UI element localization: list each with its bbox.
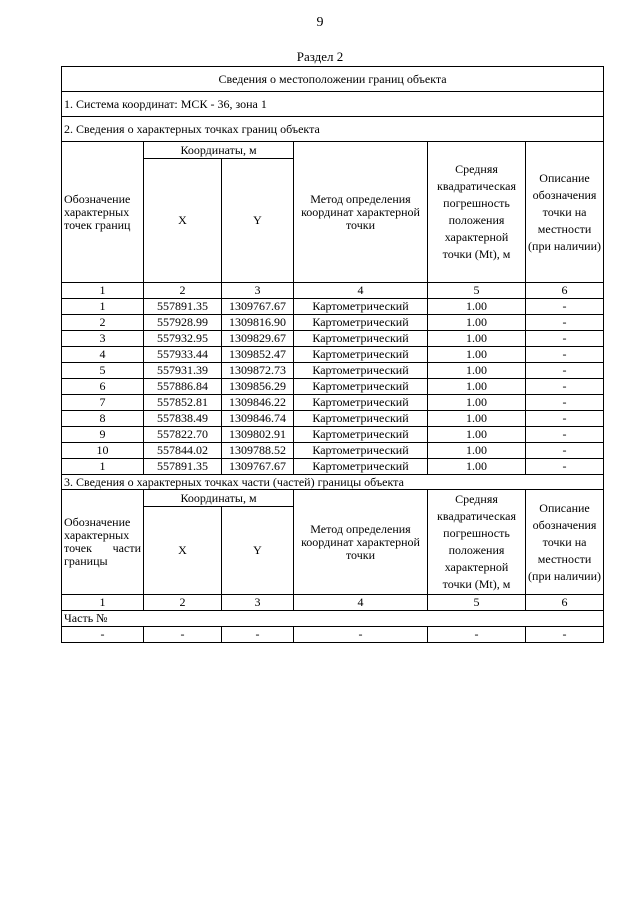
table-cell: 1.00	[428, 459, 526, 475]
table-cell: 557891.35	[144, 299, 222, 315]
table-cell: 557822.70	[144, 427, 222, 443]
table-cell: 1.00	[428, 443, 526, 459]
header3-coords: Координаты, м	[144, 490, 294, 507]
table-cell: -	[526, 363, 604, 379]
table-cell: 557838.49	[144, 411, 222, 427]
table-cell: 1.00	[428, 315, 526, 331]
header-point-label: Обозначение характерных точек границ	[62, 142, 144, 283]
table-row	[62, 363, 604, 379]
table-cell: 1309767.67	[222, 299, 294, 315]
table-cell: Картометрический	[294, 443, 428, 459]
table-cell: Картометрический	[294, 379, 428, 395]
table-cell: 1.00	[428, 427, 526, 443]
table-row	[62, 315, 604, 331]
section3-title: 3. Сведения о характерных точках части (частей) границы объекта	[62, 475, 604, 490]
table-cell: 1	[62, 459, 144, 475]
table-row	[62, 379, 604, 395]
table-cell: -	[526, 459, 604, 475]
col-number: 6	[526, 283, 604, 299]
table-row	[62, 443, 604, 459]
header3-x: X	[144, 507, 222, 595]
header3-method: Метод определения координат характерной точки	[294, 490, 428, 595]
table-cell: 6	[62, 379, 144, 395]
col-number: 6	[526, 595, 604, 611]
table-row	[62, 331, 604, 347]
table-cell: 557932.95	[144, 331, 222, 347]
table-cell: 1309846.74	[222, 411, 294, 427]
header3-line: характерных	[64, 528, 130, 542]
col-number: 2	[144, 595, 222, 611]
header3-line: границы	[64, 554, 108, 568]
table-cell: 557928.99	[144, 315, 222, 331]
part-cell: -	[62, 627, 144, 643]
table-cell: 1.00	[428, 299, 526, 315]
table-cell: 5	[62, 363, 144, 379]
table-cell: 4	[62, 347, 144, 363]
table-cell: 1309852.47	[222, 347, 294, 363]
table-cell: Картометрический	[294, 363, 428, 379]
header3-line: Обозначение	[64, 515, 131, 529]
table-cell: 1309846.22	[222, 395, 294, 411]
col-number: 5	[428, 595, 526, 611]
table-cell: -	[526, 411, 604, 427]
table-title: Сведения о местоположении границ объекта	[62, 67, 604, 92]
section-title: Раздел 2	[296, 49, 344, 64]
part-cell: -	[526, 627, 604, 643]
part-label: Часть №	[62, 611, 604, 627]
header-method: Метод определения координат характерной точки	[294, 142, 428, 283]
header3-error: Средняя квадратическая погрешность положения характерной точки (Mt), м	[428, 490, 526, 595]
boundary-table	[61, 66, 604, 643]
header-x: X	[144, 159, 222, 283]
table-cell: Картометрический	[294, 347, 428, 363]
table-cell: 1309767.67	[222, 459, 294, 475]
table-row	[62, 427, 604, 443]
table-cell: 557852.81	[144, 395, 222, 411]
table-cell: Картометрический	[294, 395, 428, 411]
col-number: 1	[62, 595, 144, 611]
table-cell: -	[526, 443, 604, 459]
table-row	[62, 411, 604, 427]
table-cell: Картометрический	[294, 331, 428, 347]
table-cell: -	[526, 395, 604, 411]
table-cell: 1.00	[428, 363, 526, 379]
table-cell: Картометрический	[294, 315, 428, 331]
table-cell: Картометрический	[294, 427, 428, 443]
table-row	[62, 299, 604, 315]
table-cell: Картометрический	[294, 299, 428, 315]
table-cell: 1309872.73	[222, 363, 294, 379]
table-row	[62, 459, 604, 475]
header-y: Y	[222, 159, 294, 283]
table-cell: 2	[62, 315, 144, 331]
table-cell: 1.00	[428, 411, 526, 427]
page-number: 9	[316, 15, 324, 30]
col-number: 1	[62, 283, 144, 299]
table-cell: Картометрический	[294, 459, 428, 475]
table-cell: 1.00	[428, 379, 526, 395]
table-cell: 557844.02	[144, 443, 222, 459]
table-row	[62, 395, 604, 411]
table-cell: 1309829.67	[222, 331, 294, 347]
table-cell: 557933.44	[144, 347, 222, 363]
section2-title: 2. Сведения о характерных точках границ объекта	[62, 117, 604, 142]
table-cell: Картометрический	[294, 411, 428, 427]
col-number: 5	[428, 283, 526, 299]
col-number: 3	[222, 283, 294, 299]
header-error: Средняя квадратическая погрешность положения характерной точки (Mt), м	[428, 142, 526, 283]
table-cell: -	[526, 315, 604, 331]
part-cell: -	[294, 627, 428, 643]
col-number: 4	[294, 595, 428, 611]
header-coords: Координаты, м	[144, 142, 294, 159]
header3-y: Y	[222, 507, 294, 595]
table-cell: -	[526, 299, 604, 315]
table-cell: 557886.84	[144, 379, 222, 395]
table-cell: 1	[62, 299, 144, 315]
header-description: Описание обозначения точки на местности (при наличии)	[526, 142, 604, 283]
table-cell: 1309802.91	[222, 427, 294, 443]
table-cell: -	[526, 427, 604, 443]
table-cell: 1309816.90	[222, 315, 294, 331]
table-cell: -	[526, 331, 604, 347]
table-cell: 3	[62, 331, 144, 347]
table-cell: 9	[62, 427, 144, 443]
table-cell: 1.00	[428, 331, 526, 347]
table-cell: 1.00	[428, 395, 526, 411]
table-cell: 1309856.29	[222, 379, 294, 395]
table-cell: 10	[62, 443, 144, 459]
table-cell: 7	[62, 395, 144, 411]
header3-word: точек	[64, 541, 92, 555]
header3-word: части	[112, 541, 141, 555]
table-cell: 1.00	[428, 347, 526, 363]
table-cell: -	[526, 347, 604, 363]
part-cell: -	[428, 627, 526, 643]
table-cell: 8	[62, 411, 144, 427]
part-cell: -	[222, 627, 294, 643]
table-cell: 557891.35	[144, 459, 222, 475]
header3-point-label	[62, 490, 144, 595]
table-cell: 1309788.52	[222, 443, 294, 459]
table-row	[62, 347, 604, 363]
col-number: 3	[222, 595, 294, 611]
part-cell: -	[144, 627, 222, 643]
col-number: 4	[294, 283, 428, 299]
header3-description: Описание обозначения точки на местности (при наличии)	[526, 490, 604, 595]
table-cell: -	[526, 379, 604, 395]
col-number: 2	[144, 283, 222, 299]
table-cell: 557931.39	[144, 363, 222, 379]
coord-system: 1. Система координат: МСК - 36, зона 1	[62, 92, 604, 117]
